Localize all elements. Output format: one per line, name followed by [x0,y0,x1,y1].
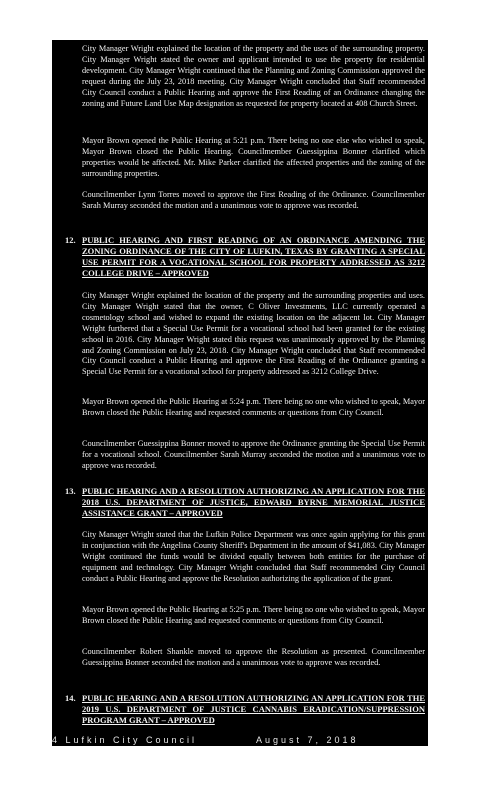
paragraph-motion-jag-grant: Councilmember Robert Shankle moved to approve the Resolution as presented. Councilmember Guessippina Bonner seconded the motion and a unanimous vote to approve was recorded. [82,647,425,667]
paragraph-vocational-school-explanation: City Manager Wright explained the location of the property and the surrounding properties and uses. City Manager Wright stated that the owner, C Oliver Investments, LLC currently operated a cosmetology school and wished to expand the existing location on the adjacent lot. City Manager Wright furthered that a Special Use Permit for a vocational school had been granted for the existing school in 2016. City Manager Wright stated this request was unanimously approved by the Planning and Zoning Commission on July 23, 2018. City Manager Wright concluded that Staff recommended City Council conduct a Public Hearing and approve the First Reading of the Ordinance granting a Special Use Permit for a vocational school for property addressed as 3212 College Drive. [82,291,425,377]
footer-date: August 7, 2018 [256,735,359,745]
item-14-heading: PUBLIC HEARING AND A RESOLUTION AUTHORIZING AN APPLICATION FOR THE 2019 U.S. DEPARTMENT OF JUSTICE CANNABIS ERADICATION/SUPPRESSION PROGRAM GRANT – APPROVED [82,693,425,725]
item-14-number: 14. [65,693,76,703]
item-12-number: 12. [65,235,76,245]
item-13-heading: PUBLIC HEARING AND A RESOLUTION AUTHORIZING AN APPLICATION FOR THE 2018 U.S. DEPARTMENT OF JUSTICE, EDWARD BYRNE MEMORIAL JUSTICE ASSISTANCE GRANT – APPROVED [82,486,425,518]
paragraph-hearing-jag-grant: Mayor Brown opened the Public Hearing at 5:25 p.m. There being no one who wished to speak, Mayor Brown closed the Public Hearing and requested comments or questions from City Council. [82,605,425,625]
page-footer [52,735,428,747]
paragraph-zoning-explanation: City Manager Wright explained the location of the property and the uses of the surrounding property. City Manager Wright stated the owner and applicant intended to use the property for residential development. City Manager Wright continued that the Planning and Zoning Commission approved the request during the July 23, 2018 meeting. City Manager Wright concluded that Staff recommended City Council conduct a Public Hearing and approve the First Reading of an Ordinance changing the zoning and Future Land Use Map designation as requested for property located at 408 Church Street. [82,44,425,108]
paragraph-hearing-3212-college: Mayor Brown opened the Public Hearing at 5:24 p.m. There being no one who wished to speak, Mayor Brown closed the Public Hearing and requested comments or questions from City Council. [82,397,425,417]
document-page [52,40,428,746]
footer-page-label: 4 Lufkin City Council [52,735,198,745]
paragraph-motion-3212-college: Councilmember Guessippina Bonner moved to approve the Ordinance granting the Special Use Permit for a vocational school. Councilmember Sarah Murray seconded the motion and a unanimous vote to approve was recorded. [82,439,425,470]
paragraph-motion-408-church: Councilmember Lynn Torres moved to approve the First Reading of the Ordinance. Councilmember Sarah Murray seconded the motion and a unanimous vote to approve was recorded. [82,190,425,210]
paragraph-jag-grant-explanation: City Manager Wright stated that the Lufkin Police Department was once again applying for this grant in conjunction with the Angelina County Sheriff's Department in the amount of $41,083. City Manager Wright continued the funds would be divided equally between both entities for the purchase of equipment and technology. City Manager Wright concluded that Staff recommended City Council conduct a Public Hearing and approve the Resolution authorizing the application of the grant. [82,530,425,583]
item-12-heading: PUBLIC HEARING AND FIRST READING OF AN ORDINANCE AMENDING THE ZONING ORDINANCE OF THE CITY OF LUFKIN, TEXAS BY GRANTING A SPECIAL USE PERMIT FOR A VOCATIONAL SCHOOL FOR PROPERTY ADDRESSED AS 3212 COLLEGE DRIVE – APPROVED [82,235,425,278]
item-13-number: 13. [65,486,76,496]
paragraph-hearing-408-church: Mayor Brown opened the Public Hearing at 5:21 p.m. There being no one else who wished to speak, Mayor Brown closed the Public Hearing. Councilmember Guessippina Bonner clarified which properties would be affected. Mr. Mike Parker clarified the affected properties and the zoning of the surrounding properties. [82,136,425,178]
